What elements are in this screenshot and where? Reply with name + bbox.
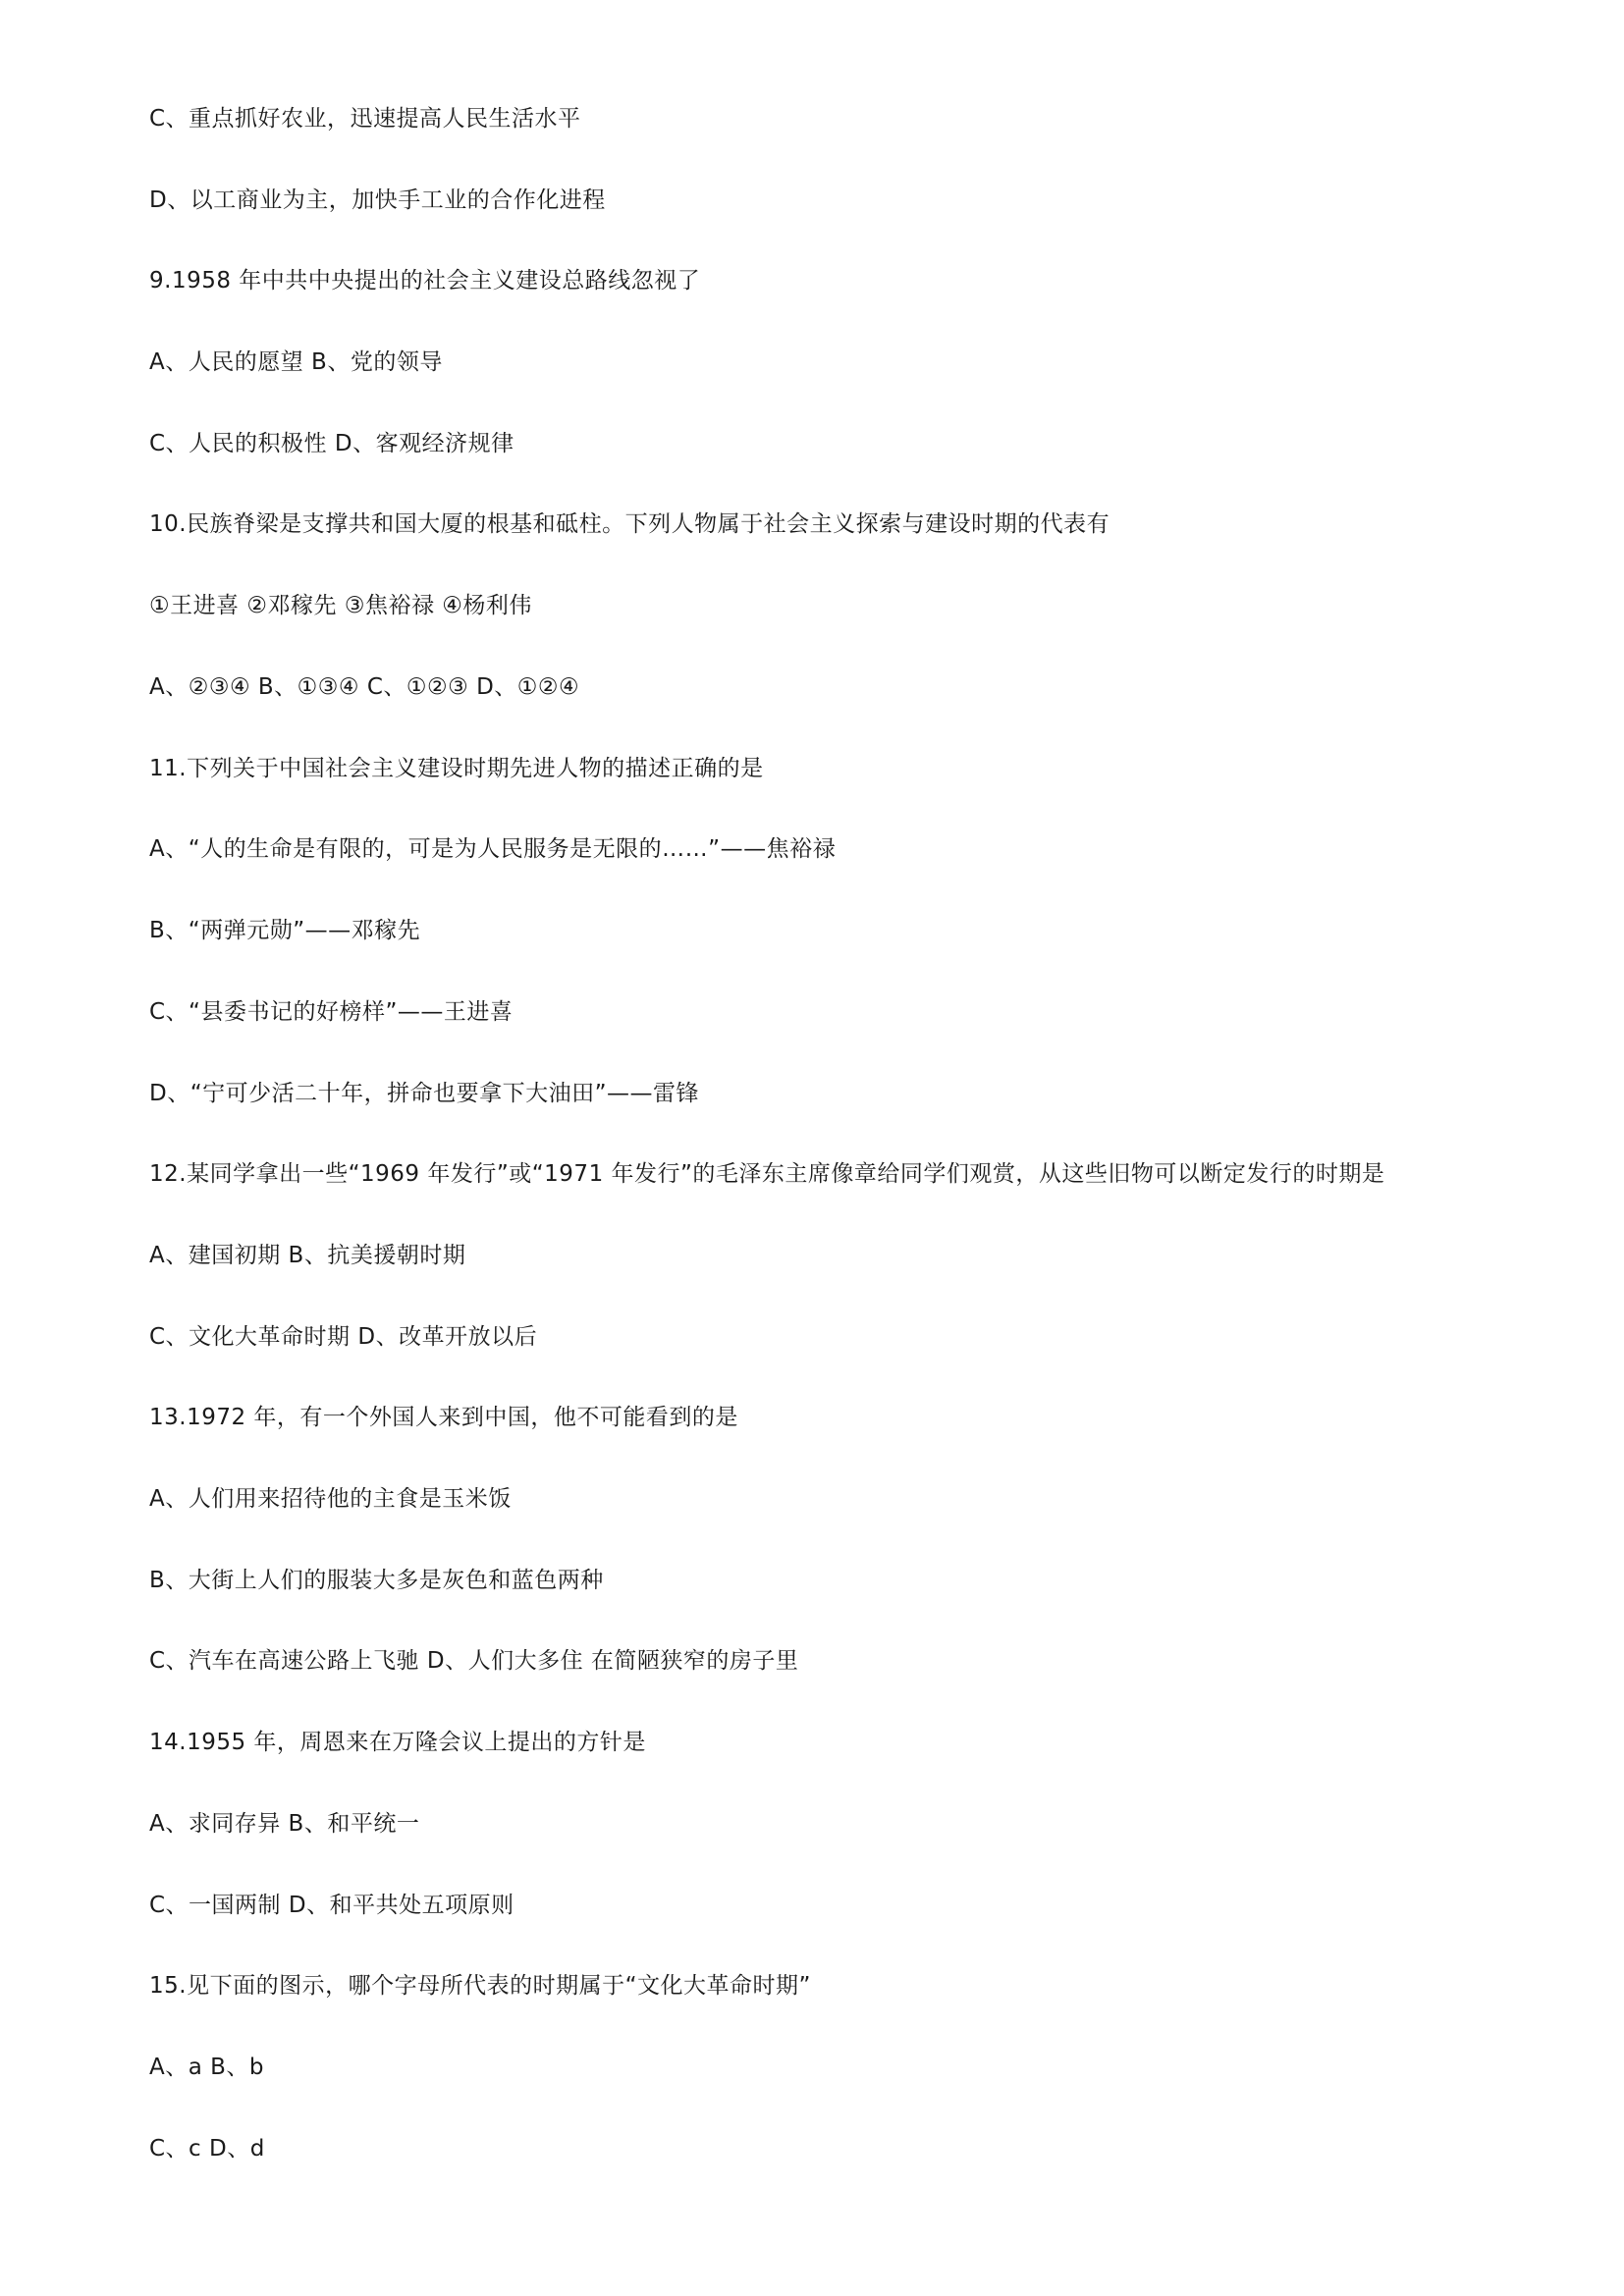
- options-q10: A、②③④ B、①③④ C、①②③ D、①②④: [149, 674, 580, 700]
- option-d-q8: D、以工商业为主，加快手工业的合作化进程: [149, 187, 606, 213]
- options-ab-q12: A、建国初期 B、抗美援朝时期: [149, 1243, 466, 1268]
- option-a-q11: A、“人的生命是有限的，可是为人民服务是无限的……”——焦裕禄: [149, 836, 837, 862]
- option-c-q8: C、重点抓好农业，迅速提高人民生活水平: [149, 106, 581, 132]
- option-d-q11: D、“宁可少活二十年，拼命也要拿下大油田”——雷锋: [149, 1081, 700, 1106]
- question-15: 15.见下面的图示，哪个字母所代表的时期属于“文化大革命时期”: [149, 1973, 811, 1999]
- options-cd-q15: C、c D、d: [149, 2136, 265, 2162]
- question-9: 9.1958 年中共中央提出的社会主义建设总路线忽视了: [149, 268, 701, 294]
- options-cd-q12: C、文化大革命时期 D、改革开放以后: [149, 1324, 538, 1350]
- options-cd-q13: C、汽车在高速公路上飞驰 D、人们大多住 在简陋狭窄的房子里: [149, 1648, 799, 1674]
- option-b-q11: B、“两弹元勋”——邓稼先: [149, 918, 421, 943]
- question-11: 11.下列关于中国社会主义建设时期先进人物的描述正确的是: [149, 756, 764, 781]
- options-ab-q14: A、求同存异 B、和平统一: [149, 1811, 420, 1837]
- figures-list-q10: ①王进喜 ②邓稼先 ③焦裕禄 ④杨利伟: [149, 593, 532, 618]
- question-13: 13.1972 年，有一个外国人来到中国，他不可能看到的是: [149, 1405, 738, 1430]
- question-10: 10.民族脊梁是支撑共和国大厦的根基和砥柱。下列人物属于社会主义探索与建设时期的代表有: [149, 511, 1110, 537]
- option-a-q13: A、人们用来招待他的主食是玉米饭: [149, 1486, 512, 1512]
- question-12: 12.某同学拿出一些“1969 年发行”或“1971 年发行”的毛泽东主席像章给同学们观赏，从这些旧物可以断定发行的时期是: [149, 1161, 1385, 1187]
- option-c-q11: C、“县委书记的好榜样”——王进喜: [149, 999, 514, 1025]
- options-cd-q9: C、人民的积极性 D、客观经济规律: [149, 431, 514, 456]
- options-cd-q14: C、一国两制 D、和平共处五项原则: [149, 1893, 514, 1918]
- options-ab-q9: A、人民的愿望 B、党的领导: [149, 349, 443, 375]
- option-b-q13: B、大街上人们的服装大多是灰色和蓝色两种: [149, 1568, 604, 1593]
- options-ab-q15: A、a B、b: [149, 2055, 265, 2080]
- question-14: 14.1955 年，周恩来在万隆会议上提出的方针是: [149, 1730, 646, 1755]
